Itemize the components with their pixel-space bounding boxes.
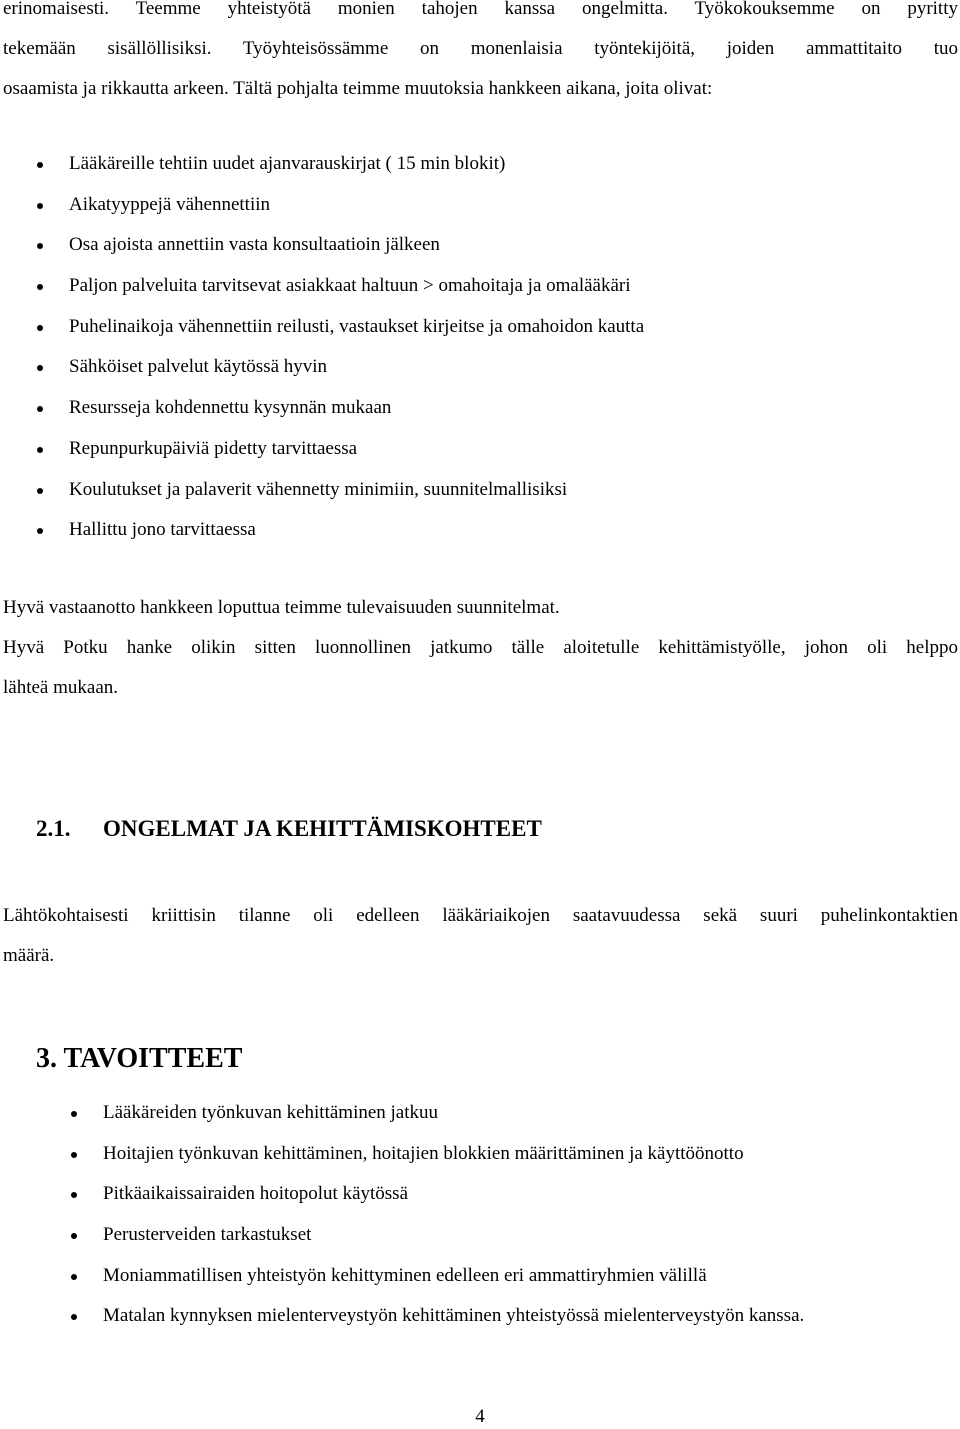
bullet-icon [37, 365, 43, 371]
intro-line-1: erinomaisesti. Teemme yhteistyötä monien tahojen kanssa ongelmitta. Työkokouksemme on pyritty [3, 0, 958, 19]
bullet-icon [71, 1192, 77, 1198]
list-item-text: Puhelinaikoja vähennettiin reilusti, vastaukset kirjeitse ja omahoidon kautta [69, 315, 645, 337]
section-heading: ONGELMAT JA KEHITTÄMISKOHTEET [103, 816, 542, 841]
bullet-icon [37, 325, 43, 331]
list-item-text: Lääkäreille tehtiin uudet ajanvarauskirjat ( 15 min blokit) [69, 153, 506, 174]
section-paragraph-line-2: määrä. [3, 945, 55, 966]
bullet-icon [71, 1233, 77, 1239]
list-item-text: Aikatyyppejä vähennettiin [69, 193, 271, 215]
after-line-2: Hyvä Potku hanke olikin sitten luonnollinen jatkumo tälle aloitetulle kehittämistyölle, johon oli helppo [3, 637, 958, 658]
bullet-icon [37, 528, 43, 534]
bullet-icon [71, 1111, 77, 1117]
list-item-text: Resursseja kohdennettu kysynnän mukaan [69, 397, 392, 419]
list-item-text: Perusterveiden tarkastukset [103, 1224, 312, 1246]
bullet-icon [71, 1274, 77, 1280]
list-item-text: Osa ajoista annettiin vasta konsultaatioin jälkeen [69, 234, 440, 256]
section-heading-goals: 3. TAVOITTEET [36, 1043, 243, 1074]
section-paragraph-line-1: Lähtökohtaisesti kriittisin tilanne oli edelleen lääkäriaikojen saatavuudessa sekä suuri puhelinkontaktien [3, 905, 958, 926]
bullet-icon [71, 1152, 77, 1158]
list-item-text: Repunpurkupäiviä pidetty tarvittaessa [69, 437, 358, 459]
list-item-text: Paljon palveluita tarvitsevat asiakkaat haltuun > omahoitaja ja omalääkäri [69, 275, 631, 297]
bullet-icon [37, 488, 43, 494]
after-line-1: Hyvä vastaanotto hankkeen loputtua teimme tulevaisuuden suunnitelmat. [3, 597, 560, 618]
list-item-text: Pitkäaikaissairaiden hoitopolut käytössä [103, 1183, 409, 1205]
bullet-icon [71, 1314, 77, 1320]
page-number: 4 [475, 1406, 485, 1427]
intro-line-2: tekemään sisällöllisiksi. Työyhteisössämme on monenlaisia työntekijöitä, joiden ammattitaito tuo [3, 38, 958, 59]
bullet-icon [37, 447, 43, 453]
section-number: 2.1. [36, 816, 71, 841]
list-item-text: Hoitajien työnkuvan kehittäminen, hoitajien blokkien määrittäminen ja käyttöönotto [103, 1142, 744, 1164]
list-item-text: Koulutukset ja palaverit vähennetty minimiin, suunnitelmallisiksi [69, 478, 568, 500]
list-item-text: Sähköiset palvelut käytössä hyvin [69, 356, 328, 378]
list-item-text: Hallittu jono tarvittaessa [69, 519, 256, 541]
list-item-text: Matalan kynnyksen mielenterveystyön kehittäminen yhteistyössä mielenterveystyön kanssa. [103, 1305, 805, 1327]
bullet-icon [37, 203, 43, 209]
list-item-text: Lääkäreiden työnkuvan kehittäminen jatkuu [103, 1102, 439, 1123]
list-item-text: Moniammatillisen yhteistyön kehittyminen edelleen eri ammattiryhmien välillä [103, 1264, 707, 1286]
bullet-icon [37, 243, 43, 249]
bullet-icon [37, 162, 43, 168]
after-line-3: lähteä mukaan. [3, 677, 119, 698]
bullet-icon [37, 284, 43, 290]
bullet-icon [37, 406, 43, 412]
intro-line-3: osaamista ja rikkautta arkeen. Tältä pohjalta teimme muutoksia hankkeen aikana, joita olivat: [3, 78, 713, 99]
